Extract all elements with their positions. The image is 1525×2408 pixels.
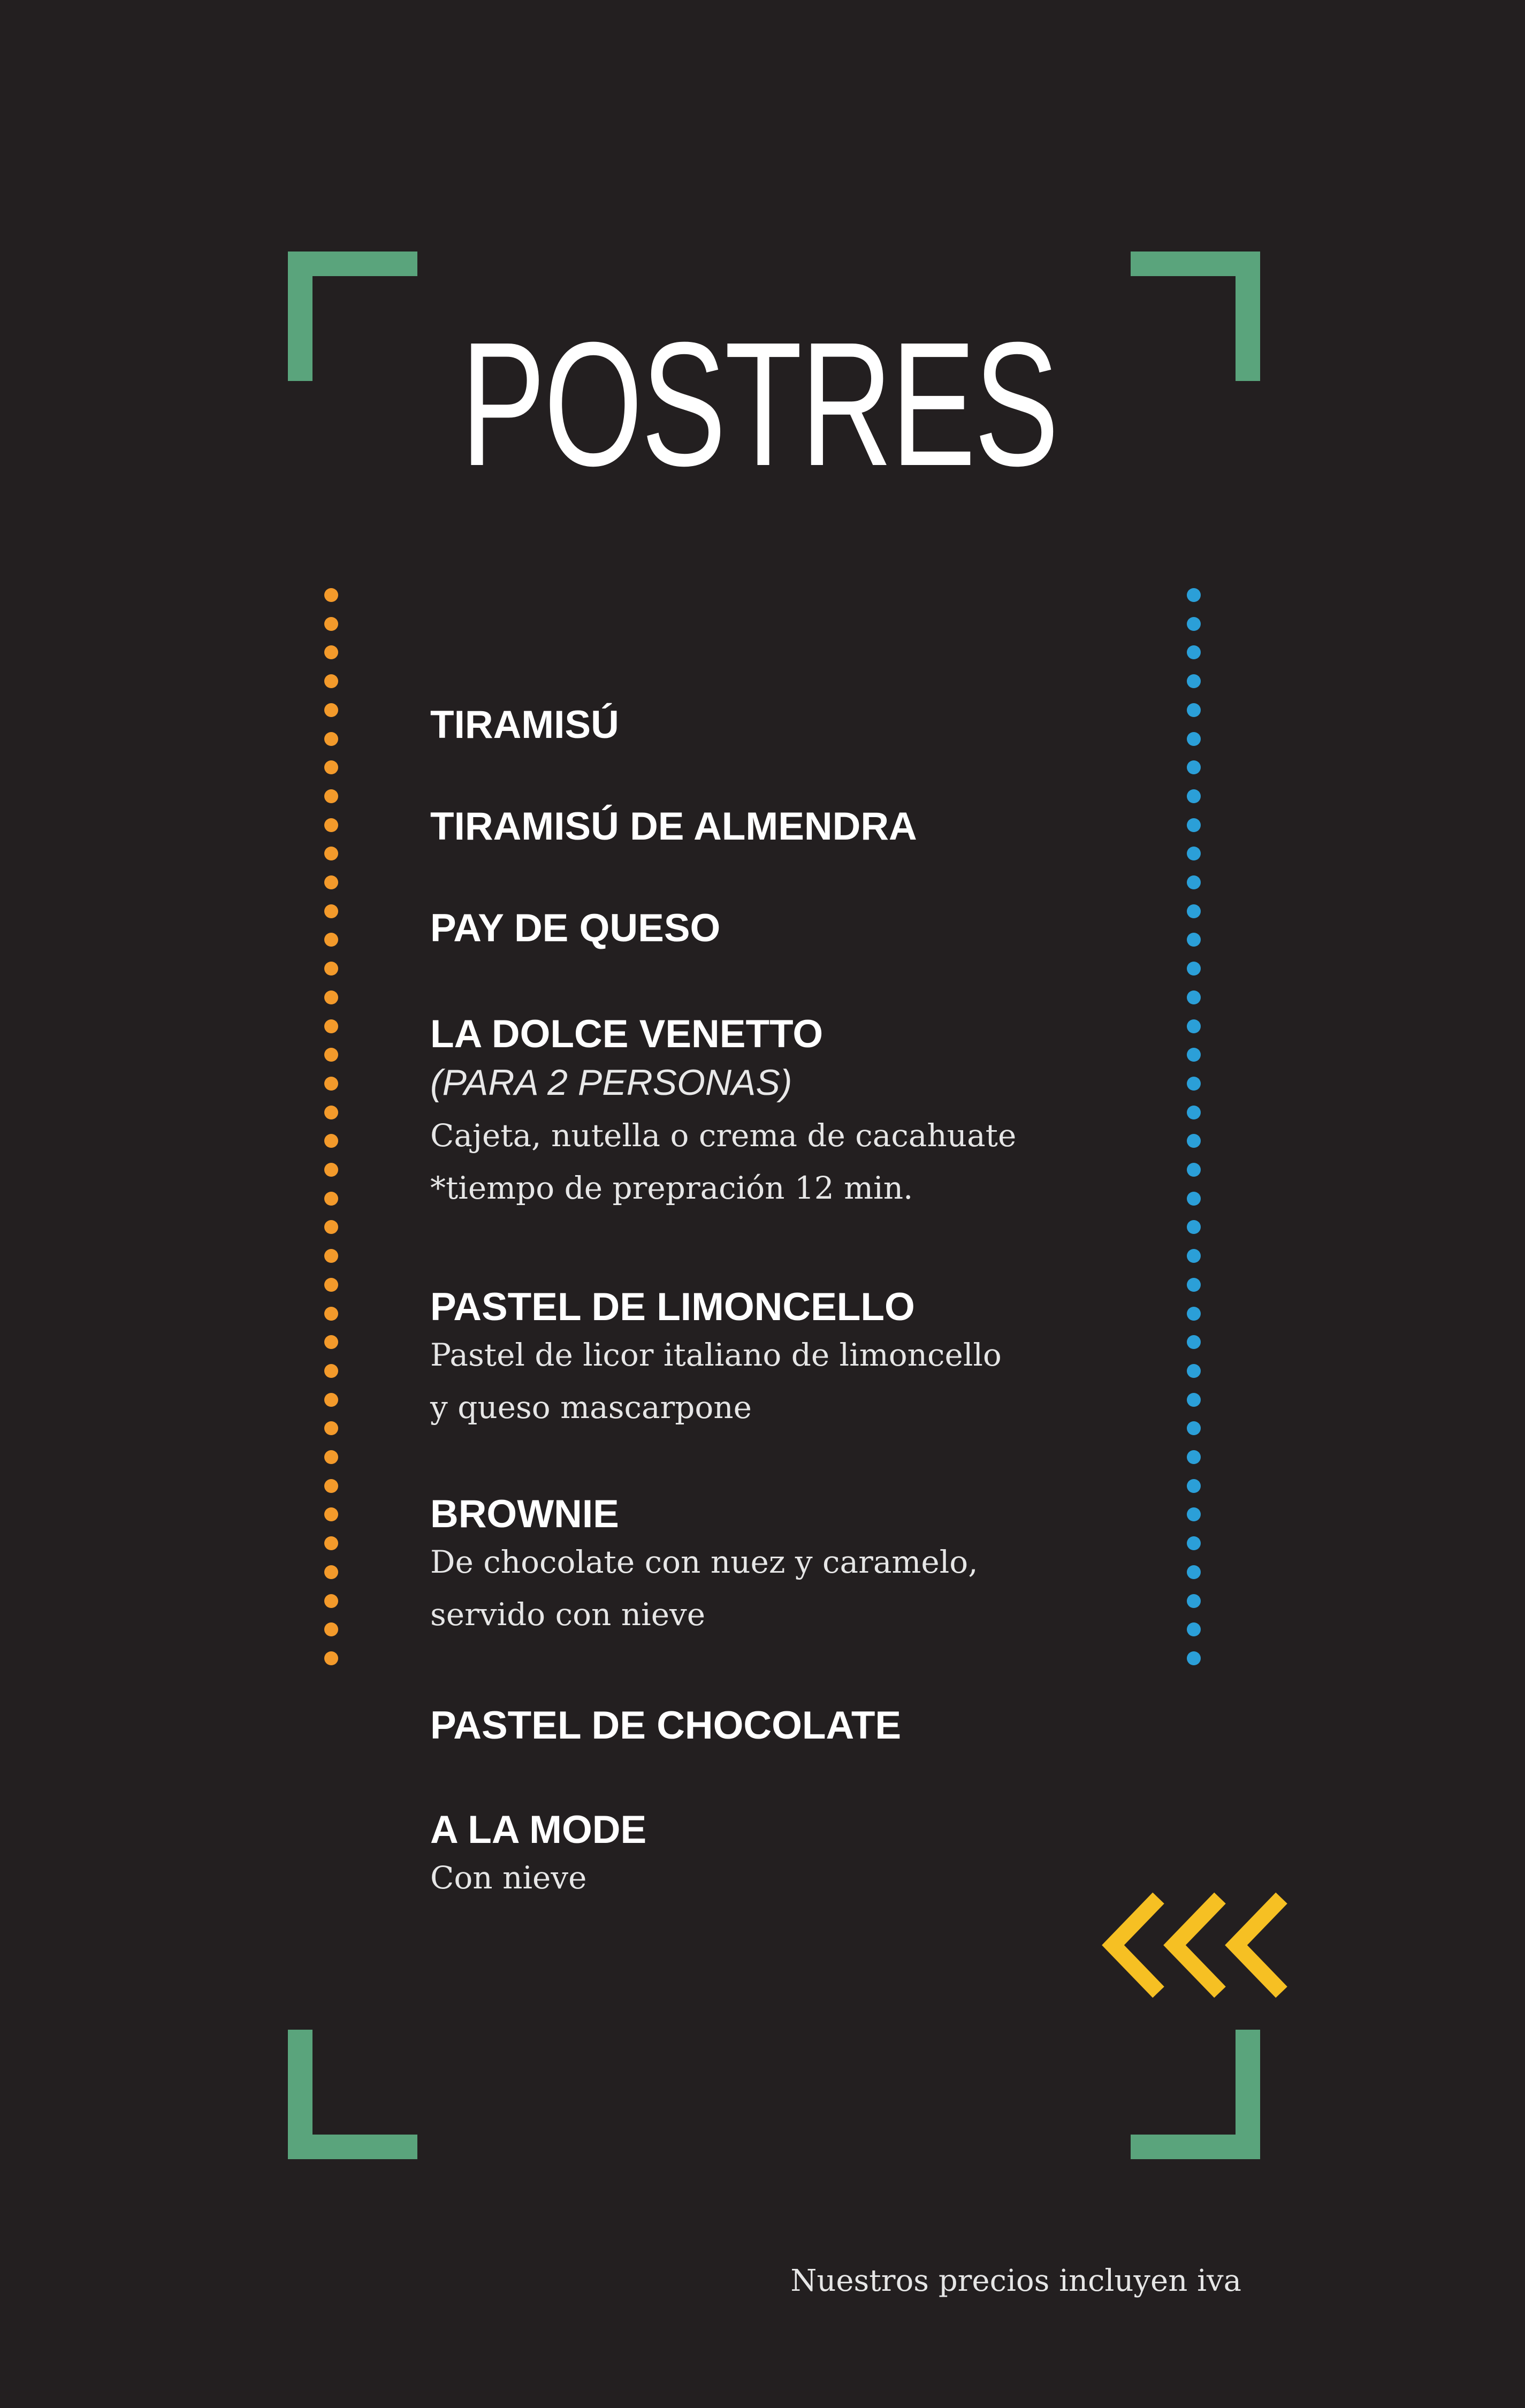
- dot: [1187, 1278, 1201, 1292]
- dot: [324, 1393, 338, 1407]
- dot: [1187, 1507, 1201, 1521]
- menu-item-tiramisu: [430, 704, 1126, 746]
- menu-item-tiramisu-almendra: [430, 805, 1126, 848]
- dot: [324, 1106, 338, 1119]
- menu-item-description: y queso mascarpone: [430, 1389, 752, 1426]
- menu-item-pay-de-queso: [430, 907, 1126, 950]
- dot: [1187, 1134, 1201, 1148]
- menu-item-la-dolce-venetto: [430, 1013, 1126, 1214]
- dot: [324, 674, 338, 688]
- menu-item-description: Cajeta, nutella o crema de cacahuate: [430, 1117, 1017, 1154]
- dot: [324, 1048, 338, 1062]
- dot: [324, 588, 338, 602]
- menu-item-pastel-de-chocolate: [430, 1704, 1126, 1747]
- dot: [1187, 1594, 1201, 1608]
- page-title: POSTRES: [460, 305, 1058, 502]
- dot: [324, 1307, 338, 1321]
- dot: [1187, 1622, 1201, 1636]
- dot: [1187, 1048, 1201, 1062]
- dot: [324, 1192, 338, 1206]
- dot: [324, 760, 338, 774]
- dot: [1187, 1106, 1201, 1119]
- dot: [324, 645, 338, 659]
- chevrons-left-icon: [1097, 1892, 1295, 1999]
- dot: [1187, 1307, 1201, 1321]
- corner-bracket-bottom-right: [1131, 2030, 1260, 2159]
- dot: [324, 1278, 338, 1292]
- menu-item-name: BROWNIE: [430, 1492, 619, 1536]
- dot: [324, 1163, 338, 1177]
- menu-item-description: Con nieve: [430, 1860, 587, 1896]
- menu-item-name: A LA MODE: [430, 1808, 647, 1851]
- dot: [1187, 588, 1201, 602]
- menu-item-name: TIRAMISÚ: [430, 703, 619, 746]
- dot: [1187, 1536, 1201, 1550]
- dotted-line-right: [1187, 588, 1201, 1690]
- menu-item-name: PAY DE QUESO: [430, 906, 721, 950]
- dot: [1187, 1450, 1201, 1464]
- dot: [324, 1134, 338, 1148]
- dot: [324, 1651, 338, 1665]
- dot: [1187, 1479, 1201, 1493]
- dot: [1187, 674, 1201, 688]
- dot: [1187, 703, 1201, 717]
- menu-item-name: PASTEL DE CHOCOLATE: [430, 1704, 902, 1747]
- dot: [324, 1565, 338, 1579]
- dot: [324, 818, 338, 832]
- dot: [324, 789, 338, 803]
- dot: [324, 732, 338, 746]
- dot: [324, 617, 338, 631]
- dot: [1187, 617, 1201, 631]
- menu-item-description: De chocolate con nuez y caramelo,: [430, 1544, 978, 1580]
- menu-item-description: *tiempo de prepración 12 min.: [430, 1170, 913, 1206]
- menu-item-name: PASTEL DE LIMONCELLO: [430, 1285, 915, 1329]
- dot: [324, 990, 338, 1004]
- dot: [1187, 1393, 1201, 1407]
- menu-item-description: Pastel de licor italiano de limoncello: [430, 1337, 1002, 1373]
- dot: [324, 1479, 338, 1493]
- dot: [324, 904, 338, 918]
- dot: [1187, 818, 1201, 832]
- dot: [324, 1220, 338, 1234]
- menu-item-pastel-de-limoncello: [430, 1286, 1126, 1434]
- footer-note: Nuestros precios incluyen iva: [790, 2264, 1241, 2298]
- menu-item-name: TIRAMISÚ DE ALMENDRA: [430, 805, 917, 848]
- dot: [1187, 1651, 1201, 1665]
- dot: [1187, 1249, 1201, 1263]
- dot: [324, 703, 338, 717]
- dot: [1187, 933, 1201, 947]
- dotted-line-left: [324, 588, 338, 1690]
- dot: [324, 1335, 338, 1349]
- dot: [324, 1622, 338, 1636]
- menu-item-brownie: [430, 1493, 1126, 1641]
- dot: [324, 1019, 338, 1033]
- dot: [1187, 1364, 1201, 1378]
- dot: [324, 1450, 338, 1464]
- dot: [1187, 760, 1201, 774]
- dot: [1187, 732, 1201, 746]
- dot: [324, 1077, 338, 1091]
- dot: [324, 933, 338, 947]
- menu-item-description: servido con nieve: [430, 1596, 706, 1633]
- dot: [324, 962, 338, 976]
- dot: [324, 1594, 338, 1608]
- dot: [324, 1364, 338, 1378]
- dot: [324, 847, 338, 860]
- dot: [1187, 1019, 1201, 1033]
- dot: [1187, 875, 1201, 889]
- dot: [324, 1249, 338, 1263]
- menu-item-name: LA DOLCE VENETTO: [430, 1012, 824, 1056]
- dot: [324, 1507, 338, 1521]
- dot: [1187, 1077, 1201, 1091]
- dot: [324, 1421, 338, 1435]
- menu-item-note: (PARA 2 PERSONAS): [430, 1062, 792, 1103]
- dot: [1187, 962, 1201, 976]
- dot: [324, 1536, 338, 1550]
- dot: [1187, 1565, 1201, 1579]
- corner-bracket-bottom-left: [288, 2030, 417, 2159]
- dot: [324, 875, 338, 889]
- dot: [1187, 1220, 1201, 1234]
- dot: [1187, 847, 1201, 860]
- dot: [1187, 1192, 1201, 1206]
- dot: [1187, 645, 1201, 659]
- dot: [1187, 904, 1201, 918]
- dot: [1187, 1335, 1201, 1349]
- menu-item-a-la-mode: [430, 1809, 1126, 1904]
- dot: [1187, 1421, 1201, 1435]
- dot: [1187, 990, 1201, 1004]
- dot: [1187, 789, 1201, 803]
- dot: [1187, 1163, 1201, 1177]
